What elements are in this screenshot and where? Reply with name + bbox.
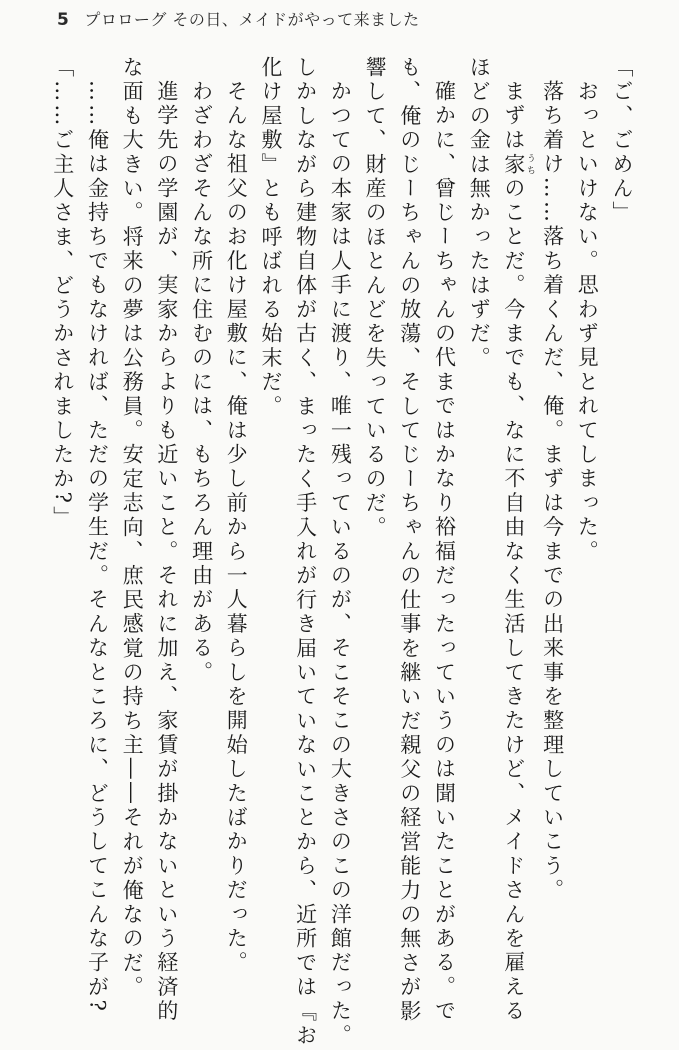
text-column-7: も、俺のじーちゃんの放蕩、そしてじーちゃんの仕事を継いだ親父の経営能力の無さが影 [397, 56, 422, 1025]
text-column-9: かつての本家は人手に渡り、唯一残っているのが、そこそこの大きさのこの洋館だった。 [328, 80, 353, 1048]
text-column-17: 「……ご主人さま、どうかされましたか?」 [50, 56, 75, 531]
ruby-base: 家 [501, 152, 526, 177]
ruby-furigana: うち [524, 152, 535, 177]
ruby-annotation [501, 152, 535, 177]
page-header [57, 7, 420, 30]
text-column-2: おっといけない。思わず見とれてしまった。 [575, 80, 600, 564]
text-column-6: 確かに、曾じーちゃんの代まではかなり裕福だったっていうのは聞いたことがある。で [432, 80, 457, 1024]
text-column-3: 落ち着け……落ち着くんだ、俺。まずは今までの出来事を整理していこう。 [540, 80, 565, 903]
body-text [45, 56, 639, 1050]
text-run: のことだ。今までも、なに不自由なく生活してきたけど、メイドさんを雇える [501, 176, 526, 1024]
text-column-5: ほどの金は無かったはずだ。 [467, 56, 492, 371]
text-column-1: 「ご、ごめん」 [610, 56, 634, 226]
text-column-15: な面も大きい。将来の夢は公務員。安定志向、庶民感覚の持ち主――それが俺なのだ。 [120, 56, 145, 1000]
text-column-16: ……俺は金持ちでもなければ、ただの学生だ。そんなところに、どうしてこんな子が? [85, 80, 110, 1015]
text-column-13: わざわざそんな所に住むのには、もちろん理由がある。 [189, 80, 214, 685]
text-column-11: 化け屋敷』とも呼ばれる始末だ。 [258, 56, 283, 419]
page-number: 5 [57, 10, 70, 30]
text-run: まずは [501, 80, 526, 153]
text-column-8: 響して、財産のほとんどを失っているのだ。 [363, 56, 388, 540]
chapter-title: プロローグ その日、メイドがやって来ました [84, 10, 420, 29]
text-column-4 [496, 56, 535, 1050]
text-column-14: 進学先の学園が、実家からよりも近いこと。それに加え、家賃が掛かないという経済的 [154, 80, 179, 1024]
text-column-12: そんな祖父のお化け屋敷に、俺は少し前から一人暮らしを開始したばかりだった。 [224, 80, 249, 976]
text-column-10: しかしながら建物自体が古く、まったく手入れが行き届いていないことから、近所では『お [293, 56, 318, 1049]
